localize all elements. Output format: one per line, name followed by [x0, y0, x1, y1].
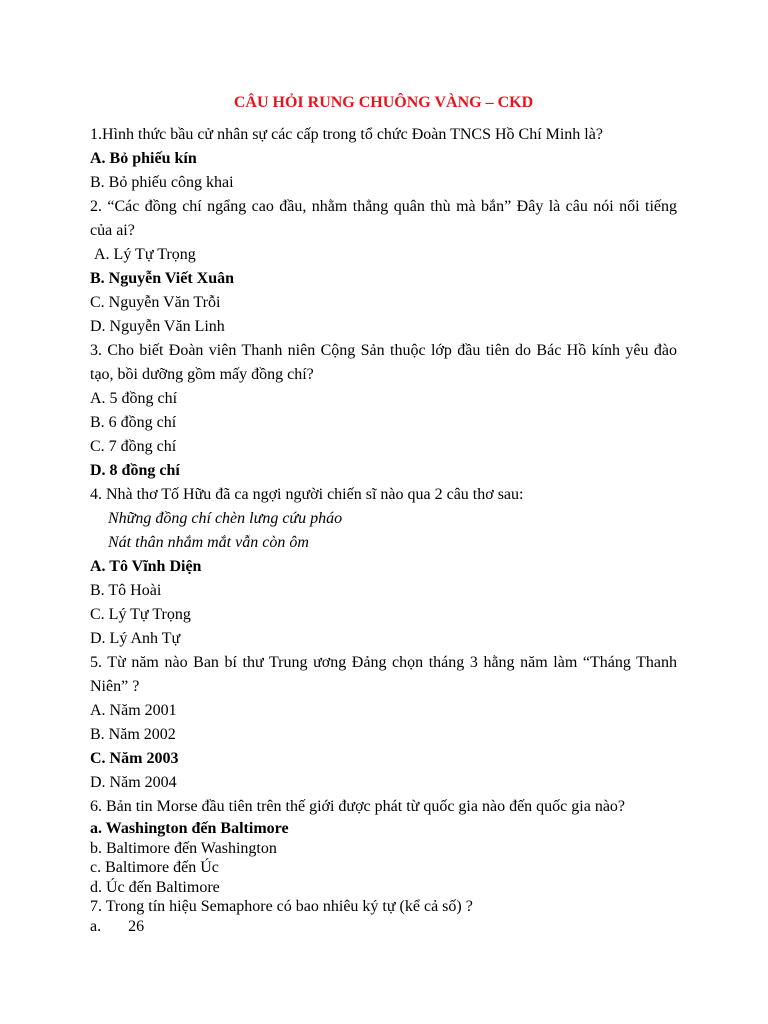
q6-option-b: b. Baltimore đến Washington	[90, 839, 277, 857]
document-body	[90, 123, 677, 936]
q4-option-d: D. Lý Anh Tự	[90, 630, 181, 647]
q1-option-b: B. Bỏ phiếu công khai	[90, 174, 234, 191]
question-3: 3. Cho biết Đoàn viên Thanh niên Cộng Sản thuộc lớp đầu tiên do Bác Hồ kính yêu đào tạo, bồi dưỡng gồm mấy đồng chí?	[90, 342, 677, 383]
question-5: 5. Từ năm nào Ban bí thư Trung ương Đảng chọn tháng 3 hằng năm làm “Tháng Thanh Niên” ?	[90, 654, 677, 695]
q5-option-c: C. Năm 2003	[90, 750, 179, 767]
question-7: 7. Trong tín hiệu Semaphore có bao nhiêu ký tự (kể cả số) ?	[90, 898, 473, 915]
q3-option-b: B. 6 đồng chí	[90, 414, 177, 431]
q3-option-d: D. 8 đồng chí	[90, 462, 180, 479]
q5-option-d: D. Năm 2004	[90, 774, 177, 791]
q2-option-b: B. Nguyễn Viết Xuân	[90, 270, 235, 287]
q4-option-b: B. Tô Hoài	[90, 582, 162, 599]
q5-option-a: A. Năm 2001	[90, 702, 177, 719]
q2-option-c: C. Nguyễn Văn Trỗi	[90, 294, 221, 311]
q4-option-c: C. Lý Tự Trọng	[90, 606, 191, 623]
q4-option-a: A. Tô Vĩnh Diện	[90, 558, 202, 575]
question-2: 2. “Các đồng chí ngẩng cao đầu, nhằm thẳng quân thù mà bắn” Đây là câu nói nổi tiếng của ai?	[90, 198, 677, 239]
q2-option-a: A. Lý Tự Trọng	[94, 246, 196, 263]
q1-option-a: A. Bỏ phiếu kín	[90, 150, 197, 167]
q6-option-c: c. Baltimore đến Úc	[90, 859, 219, 876]
q7-option-a-label: a.	[90, 917, 102, 935]
q4-verse-2: Nát thân nhắm mắt vẫn còn ôm	[108, 534, 309, 551]
q7-option-a	[90, 917, 677, 937]
question-4: 4. Nhà thơ Tố Hữu đã ca ngợi người chiến sĩ nào qua 2 câu thơ sau:	[90, 486, 524, 503]
q3-option-a: A. 5 đồng chí	[90, 390, 178, 407]
q3-option-c: C. 7 đồng chí	[90, 438, 177, 455]
q6-option-a: a. Washington đến Baltimore	[90, 820, 289, 837]
q5-option-b: B. Năm 2002	[90, 726, 176, 743]
q6-option-d: d. Úc đến Baltimore	[90, 878, 220, 896]
question-6: 6. Bản tin Morse đầu tiên trên thế giới được phát từ quốc gia nào đến quốc gia nào?	[90, 798, 626, 815]
q2-option-d: D. Nguyễn Văn Linh	[90, 318, 225, 335]
question-1: 1.Hình thức bầu cử nhân sự các cấp trong tổ chức Đoàn TNCS Hồ Chí Minh là?	[90, 126, 603, 143]
q7-option-a-value: 26	[128, 917, 145, 935]
document-title: CÂU HỎI RUNG CHUÔNG VÀNG – CKD	[233, 94, 534, 111]
q4-verse-1: Những đồng chí chèn lưng cứu pháo	[108, 510, 343, 527]
